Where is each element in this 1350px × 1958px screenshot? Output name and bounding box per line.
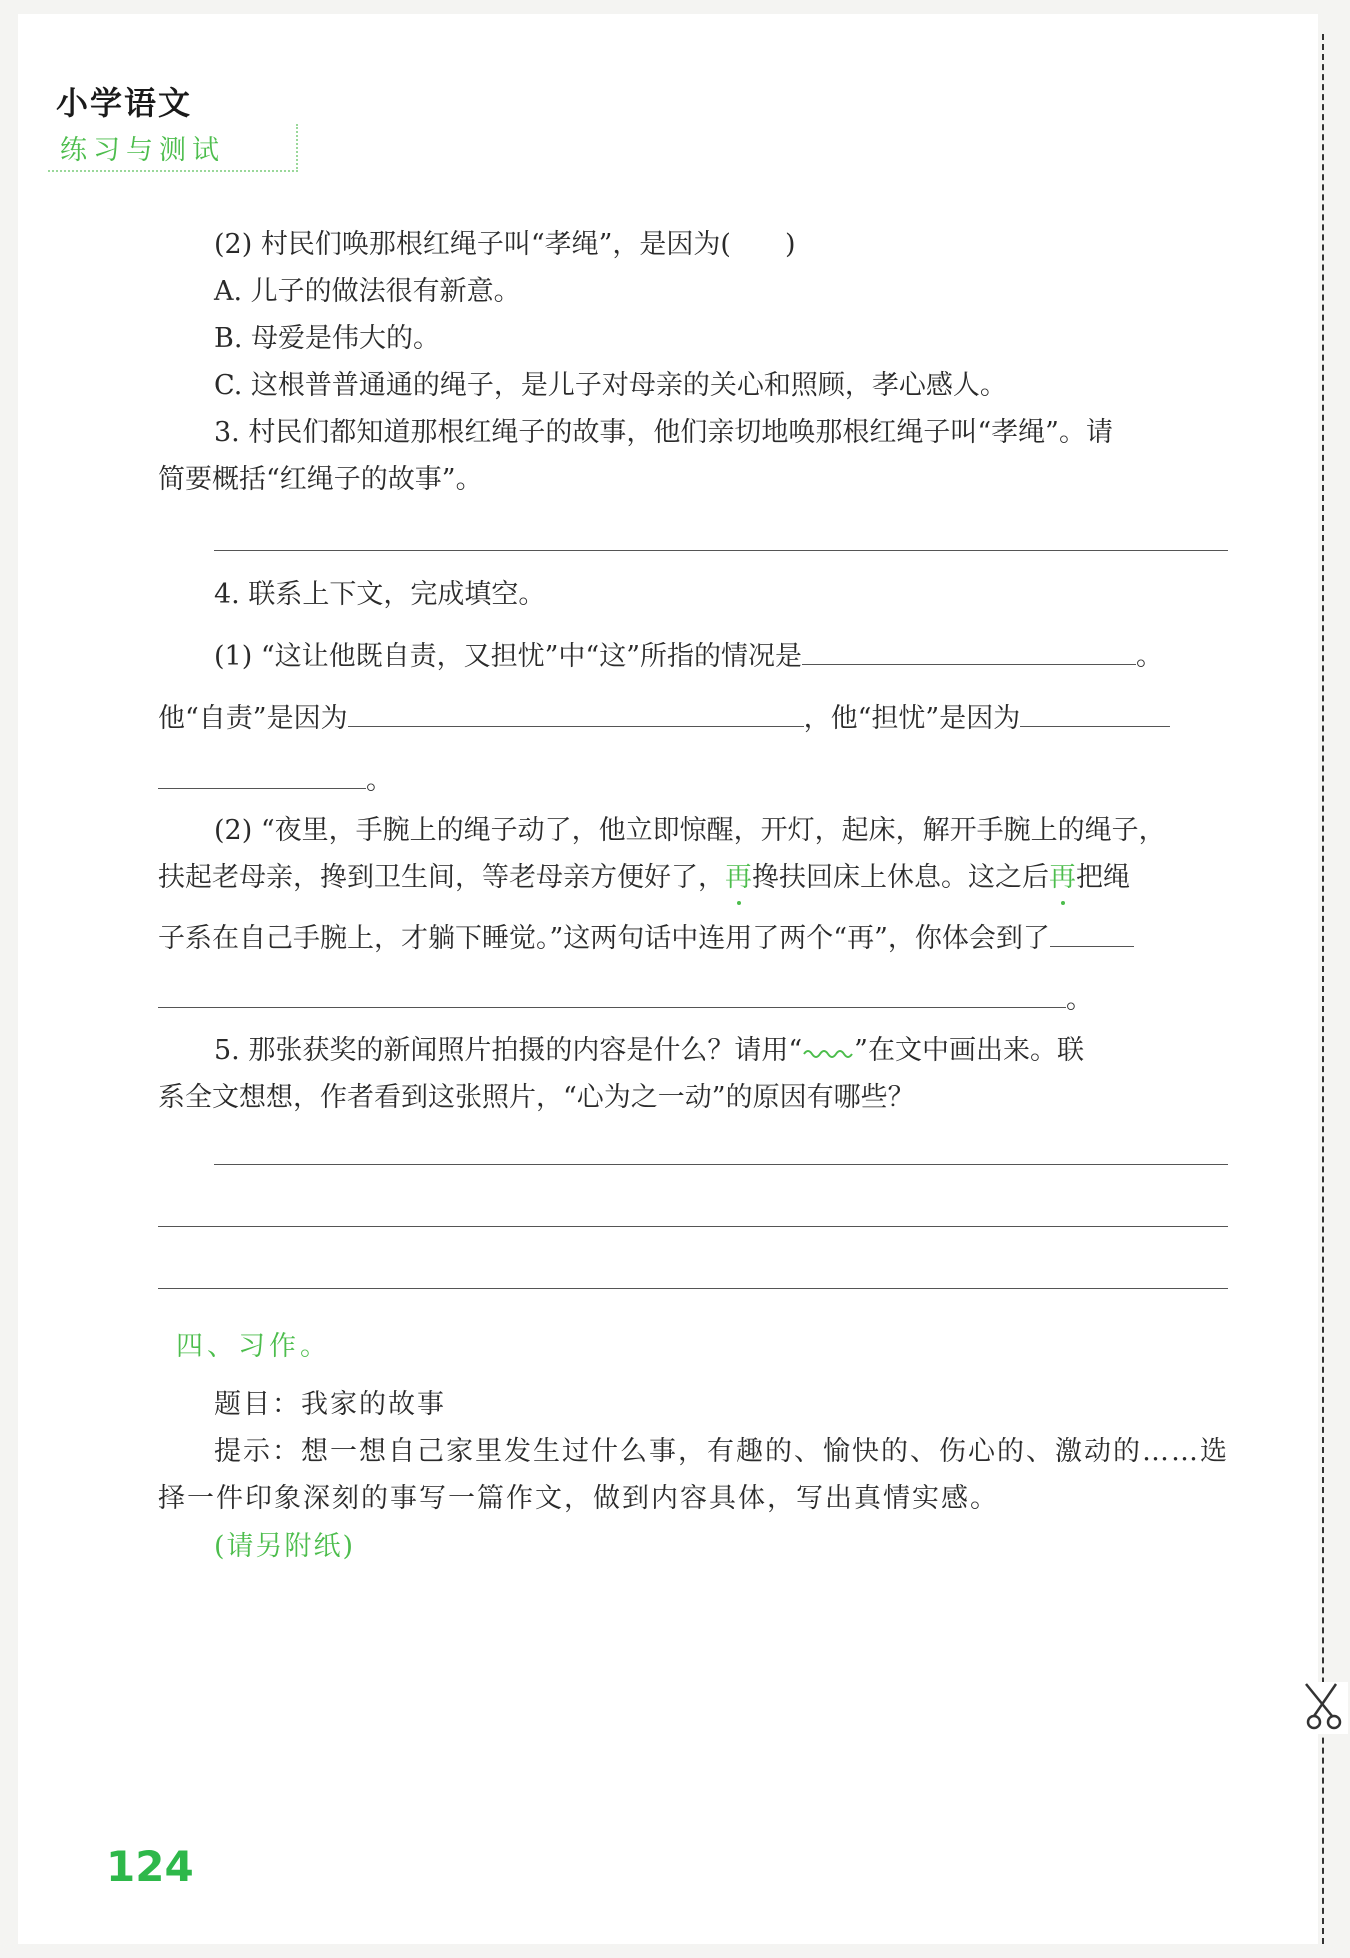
book-subtitle: 练习与测试 — [60, 135, 225, 166]
q4-2-line-1: (2) “夜里，手腕上的绳子动了，他立即惊醒，开灯，起床，解开手腕上的绳子， — [214, 815, 1166, 846]
q4-1-prompt: (1) “这让他既自责，又担忧”中“这”所指的情况是 — [214, 641, 803, 672]
q4-1-worry-label: ，他“担忧”是因为 — [803, 703, 1021, 734]
q5-answer-line-3[interactable] — [158, 1288, 1228, 1289]
q4-2-line-3-text: 子系在自己手腕上，才躺下睡觉。”这两句话中连用了两个“再”，你体会到了 — [158, 923, 1050, 954]
q4-1-blank-self-blame[interactable] — [348, 700, 804, 727]
q4-2-line-2-c: 把绳 — [1076, 862, 1130, 893]
q2-2-option-c: C. 这根普普通通的绳子，是儿子对母亲的关心和照顾，孝心感人。 — [214, 370, 1007, 401]
q4-1-line-3 — [158, 762, 393, 800]
q4-1-end-mark: 。 — [1136, 641, 1164, 672]
scissors-icon — [1302, 1682, 1348, 1734]
workbook-page — [18, 14, 1318, 1944]
q4-2-line-2-b: 搀扶回床上休息。这之后 — [752, 862, 1049, 893]
composition-hint-line-2: 择一件印象深刻的事写一篇作文，做到内容具体，写出真情实感。 — [158, 1483, 999, 1514]
q4-1-line-1 — [214, 638, 1163, 676]
composition-note: (请另附纸) — [214, 1531, 356, 1562]
q5-line-1-b: ”在文中画出来。联 — [854, 1035, 1084, 1066]
q5-line-1 — [214, 1032, 1084, 1070]
q4-title: 4. 联系上下文，完成填空。 — [214, 579, 546, 610]
q4-2-line-3 — [158, 920, 1134, 958]
emphasis-zai-1: 再 — [725, 862, 752, 893]
wavy-underline-icon — [802, 1042, 854, 1062]
composition-hint-line-1: 提示：想一想自己家里发生过什么事，有趣的、愉快的、伤心的、激动的……选 — [214, 1436, 1229, 1467]
q4-2-line-2-a: 扶起老母亲，搀到卫生间，等老母亲方便好了， — [158, 862, 725, 893]
q4-1-blank-worry-a[interactable] — [1020, 700, 1170, 727]
composition-topic: 题目：我家的故事 — [214, 1389, 446, 1420]
q3-line-1: 3. 村民们都知道那根红绳子的故事，他们亲切地唤那根红绳子叫“孝绳”。请 — [214, 417, 1113, 448]
q4-2-blank-a[interactable] — [1050, 920, 1134, 947]
book-title: 小学语文 — [56, 84, 193, 122]
q4-1-line-2 — [158, 700, 1170, 738]
q4-1-blank-worry-b[interactable] — [158, 762, 366, 789]
q5-line-2: 系全文想想，作者看到这张照片，“心为之一动”的原因有哪些？ — [158, 1082, 915, 1113]
q3-answer-line[interactable] — [214, 550, 1228, 551]
cut-line — [1322, 34, 1324, 1944]
q2-2-option-b: B. 母爱是伟大的。 — [214, 323, 441, 354]
q4-2-line-4 — [158, 981, 1093, 1019]
q5-line-1-a: 5. 那张获奖的新闻照片拍摄的内容是什么？请用“ — [214, 1035, 803, 1066]
q4-2-blank-b[interactable] — [158, 981, 1066, 1008]
q5-answer-line-2[interactable] — [158, 1226, 1228, 1227]
q4-2-line-2 — [158, 859, 1130, 897]
q4-2-line-4-end: 。 — [1066, 984, 1093, 1015]
q2-2-stem: (2) 村民们唤那根红绳子叫“孝绳”，是因为( ) — [214, 229, 796, 260]
q2-2-option-a: A. 儿子的做法很有新意。 — [214, 276, 521, 307]
page-number: 124 — [106, 1842, 194, 1891]
q4-1-blank-situation[interactable] — [802, 638, 1136, 665]
q4-1-line-3-end: 。 — [366, 765, 393, 796]
book-subtitle-box — [48, 124, 298, 172]
q4-1-self-blame-label: 他“自责”是因为 — [158, 703, 348, 734]
q3-line-2: 简要概括“红绳子的故事”。 — [158, 464, 483, 495]
emphasis-zai-2: 再 — [1049, 862, 1076, 893]
section-4-title: 四、习作。 — [176, 1331, 331, 1362]
q5-answer-line-1[interactable] — [214, 1164, 1228, 1165]
